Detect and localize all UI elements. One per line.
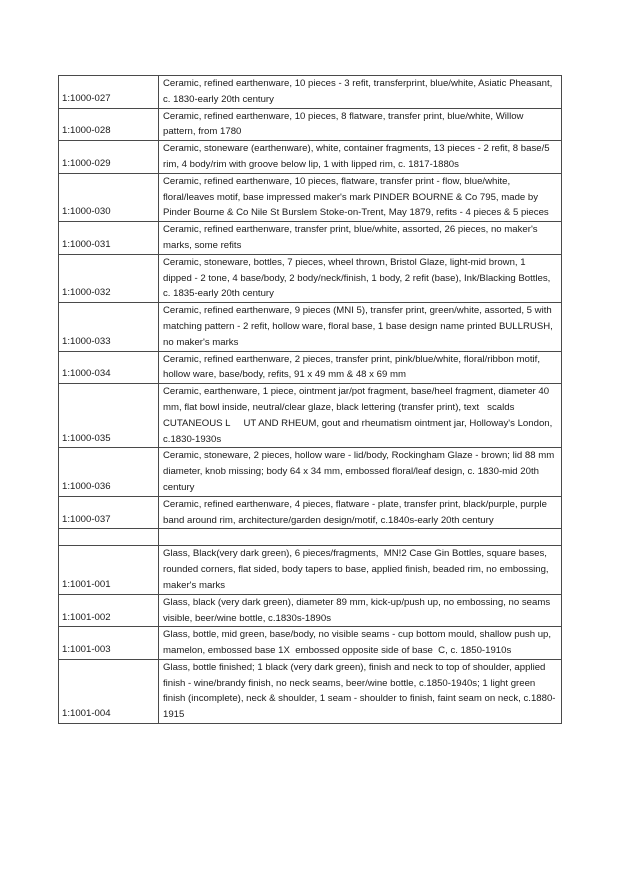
table-row — [59, 303, 562, 351]
catalogue-description: Ceramic, refined earthenware, 2 pieces, transfer print, pink/blue/white, floral/ribbon motif, hollow ware, base/body, refits, 91 x 49 mm & 48 x 69 mm — [159, 351, 562, 384]
table-row — [59, 546, 562, 594]
catalogue-description: Ceramic, stoneware, 2 pieces, hollow ware - lid/body, Rockingham Glaze - brown; lid 88 mm diameter, knob missing; body 64 x 34 mm, embossed floral/leaf design, c. 1830-mid 20th century — [159, 448, 562, 496]
catalogue-id: 1:1000-036 — [59, 448, 159, 496]
catalogue-id: 1:1000-028 — [59, 108, 159, 141]
catalogue-id: 1:1001-003 — [59, 627, 159, 660]
table-row-empty — [59, 529, 562, 546]
catalogue-id — [59, 529, 159, 546]
catalogue-description: Ceramic, refined earthenware, 10 pieces - 3 refit, transferprint, blue/white, Asiatic Pheasant, c. 1830-early 20th century — [159, 76, 562, 109]
catalogue-description — [159, 529, 562, 546]
table-row — [59, 496, 562, 529]
catalogue-table-body — [59, 76, 562, 724]
catalogue-id: 1:1000-035 — [59, 384, 159, 448]
catalogue-description: Ceramic, refined earthenware, 10 pieces, 8 flatware, transfer print, blue/white, Willow pattern, from 1780 — [159, 108, 562, 141]
table-row — [59, 627, 562, 660]
catalogue-id: 1:1000-032 — [59, 254, 159, 302]
table-row — [59, 108, 562, 141]
table-row — [59, 254, 562, 302]
catalogue-id: 1:1000-031 — [59, 222, 159, 255]
table-row — [59, 659, 562, 723]
table-row — [59, 448, 562, 496]
catalogue-table — [58, 75, 562, 724]
catalogue-description: Ceramic, earthenware, 1 piece, ointment jar/pot fragment, base/heel fragment, diameter 40 mm, flat bowl inside, neutral/clear glaze, black lettering (transfer print), text scalds CUTANEOUS L UT AND RHEUM, gout and rheumatism ointment jar, Holloway's London, c.1830-1930s — [159, 384, 562, 448]
catalogue-id: 1:1000-034 — [59, 351, 159, 384]
catalogue-id: 1:1000-033 — [59, 303, 159, 351]
catalogue-description: Glass, black (very dark green), diameter 89 mm, kick-up/push up, no embossing, no seams visible, beer/wine bottle, c.1830s-1890s — [159, 594, 562, 627]
catalogue-id: 1:1000-030 — [59, 173, 159, 221]
catalogue-id: 1:1000-027 — [59, 76, 159, 109]
catalogue-description: Ceramic, stoneware (earthenware), white, container fragments, 13 pieces - 2 refit, 8 base/5 rim, 4 body/rim with groove below lip, 1 with lipped rim, c. 1817-1880s — [159, 141, 562, 174]
catalogue-id: 1:1000-029 — [59, 141, 159, 174]
table-row — [59, 222, 562, 255]
catalogue-description: Ceramic, refined earthenware, 9 pieces (MNI 5), transfer print, green/white, assorted, 5 with matching pattern - 2 refit, hollow ware, floral base, 1 base design name printed BULLRUSH, no maker's marks — [159, 303, 562, 351]
catalogue-description: Glass, bottle finished; 1 black (very dark green), finish and neck to top of shoulder, applied finish - wine/brandy finish, no neck seams, beer/wine bottle, c.1850-1940s; 1 light green finish (incomplete), neck & shoulder, 1 seam - shoulder to finish, faint seam on neck, c.1880-1915 — [159, 659, 562, 723]
catalogue-description: Glass, bottle, mid green, base/body, no visible seams - cup bottom mould, shallow push up, mamelon, embossed base 1X embossed opposite side of base C, c. 1850-1910s — [159, 627, 562, 660]
catalogue-description: Ceramic, refined earthenware, 4 pieces, flatware - plate, transfer print, black/purple, purple band around rim, architecture/garden design/motif, c.1840s-early 20th century — [159, 496, 562, 529]
catalogue-description: Glass, Black(very dark green), 6 pieces/fragments, MN!2 Case Gin Bottles, square bases, rounded corners, flat sided, body tapers to base, applied finish, beaded rim, no embossing, maker's marks — [159, 546, 562, 594]
table-row — [59, 173, 562, 221]
catalogue-id: 1:1000-037 — [59, 496, 159, 529]
catalogue-description: Ceramic, refined earthenware, transfer print, blue/white, assorted, 26 pieces, no maker's marks, some refits — [159, 222, 562, 255]
table-row — [59, 76, 562, 109]
catalogue-id: 1:1001-004 — [59, 659, 159, 723]
catalogue-id: 1:1001-002 — [59, 594, 159, 627]
catalogue-description: Ceramic, refined earthenware, 10 pieces, flatware, transfer print - flow, blue/white, floral/leaves motif, base impressed maker's mark PINDER BOURNE & Co 795, made by Pinder Bourne & Co Nile St Burslem Stoke-on-Trent, May 1879, refits - 4 pieces & 5 pieces — [159, 173, 562, 221]
table-row — [59, 594, 562, 627]
table-row — [59, 141, 562, 174]
catalogue-description: Ceramic, stoneware, bottles, 7 pieces, wheel thrown, Bristol Glaze, light-mid brown, 1 dipped - 2 tone, 4 base/body, 2 body/neck/finish, 1 body, 2 refit (base), Ink/Blacking Bottles, c. 1835-early 20th century — [159, 254, 562, 302]
catalogue-id: 1:1001-001 — [59, 546, 159, 594]
table-row — [59, 351, 562, 384]
table-row — [59, 384, 562, 448]
